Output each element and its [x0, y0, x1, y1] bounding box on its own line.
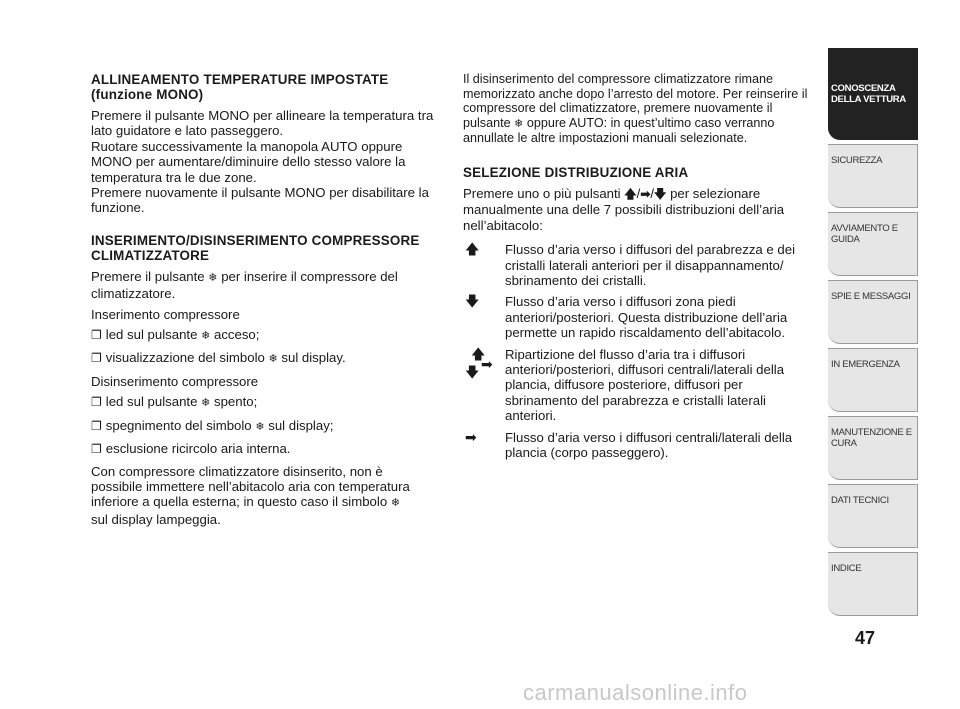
- text: Con compressore climatizzatore disinserito, non è possibile immettere nell’abitacolo aria con temperatura inferiore a quella esterna; in questo caso il simbolo: [91, 463, 410, 510]
- text: esclusione ricircolo aria interna.: [105, 441, 291, 457]
- down-arrow-icon: 🡇: [654, 186, 667, 201]
- up-arrow-icon: 🡅: [624, 186, 637, 201]
- down-arrow-icon: 🡇: [465, 363, 480, 380]
- text: per selezionare manualmente una delle 7 possibili distribuzioni dell’aria nell’abitacolo:: [463, 185, 785, 233]
- subheading: Inserimento compressore: [91, 306, 240, 322]
- tab-avviamento[interactable]: AVVIAMENTO E GUIDA: [828, 212, 918, 276]
- subheading: Disinserimento compressore: [91, 373, 259, 389]
- snowflake-icon: ❄: [514, 117, 524, 130]
- checkbox-icon: ❐: [91, 418, 102, 433]
- list-item: [463, 242, 815, 288]
- checkbox-icon: ❐: [91, 351, 102, 366]
- tab-spie[interactable]: SPIE E MESSAGGI: [828, 280, 918, 344]
- list-item: [91, 350, 436, 367]
- text: Flusso d’aria verso i diffusori zona piedi anteriori/posteriori. Questa distribuzione dell’aria permette un rapido riscaldamento dell’abitacolo.: [505, 294, 788, 341]
- text: Flusso d’aria verso i diffusori centrali/laterali della plancia (corpo passeggero).: [505, 429, 793, 461]
- heading-compressor: INSERIMENTO/DISINSERIMENTO COMPRESSORE CLIMATIZZATORE: [91, 232, 420, 263]
- paragraph: [463, 72, 815, 146]
- text: spento;: [213, 394, 258, 410]
- page-number: 47: [855, 628, 876, 648]
- text: per inserire il compressore del climatizzatore.: [91, 268, 398, 302]
- tab-dati-tecnici[interactable]: DATI TECNICI: [828, 484, 918, 548]
- text: acceso;: [213, 327, 260, 343]
- text: Premere uno o più pulsanti: [463, 185, 621, 201]
- heading-mono: ALLINEAMENTO TEMPERATURE IMPOSTATE (funzione MONO): [91, 72, 389, 102]
- tab-indice[interactable]: INDICE: [828, 552, 918, 616]
- right-arrow-icon: ➡: [481, 355, 493, 372]
- checkbox-icon: ❐: [91, 328, 102, 343]
- text: Ripartizione del flusso d’aria tra i diffusori anteriori/posteriori, diffusori centrali/laterali della plancia, diffusore posteriore, diffusori per sbrinamento del parabrezza e cristalli laterali anteriori.: [505, 346, 785, 424]
- watermark: carmanualsonline.info: [523, 680, 748, 705]
- right-arrow-icon: ➡: [640, 186, 651, 201]
- text: sul display.: [281, 350, 346, 366]
- text: led sul pulsante: [105, 394, 198, 410]
- paragraph: Premere uno o più pulsanti 🡅/➡/🡇 per selezionare manualmente una delle 7 possibili distribuzioni dell’aria nell’abitacolo:: [463, 185, 785, 233]
- up-arrow-icon: 🡅: [465, 241, 480, 258]
- list-item: [463, 430, 815, 461]
- text: visualizzazione del simbolo: [105, 350, 265, 366]
- text: oppure AUTO: in quest’ultimo caso verranno annullate le altre impostazioni manuali selezionate.: [463, 115, 775, 146]
- list-item: [463, 294, 815, 340]
- text: Premere nuovamente il pulsante MONO per disabilitare la funzione.: [91, 185, 429, 216]
- text: led sul pulsante: [105, 327, 198, 343]
- right-arrow-icon: ➡: [465, 428, 477, 445]
- list-item: [91, 327, 436, 344]
- snowflake-icon: ❄: [201, 397, 211, 410]
- snowflake-icon: ❄: [255, 420, 265, 433]
- chapter-tabs: [828, 48, 918, 620]
- tab-sicurezza[interactable]: SICUREZZA: [828, 144, 918, 208]
- list-item: [91, 418, 436, 435]
- list-item: [91, 441, 436, 457]
- list-item: [463, 347, 815, 424]
- left-column: [91, 72, 436, 532]
- checkbox-icon: ❐: [91, 395, 102, 410]
- down-arrow-icon: 🡇: [465, 293, 480, 310]
- snowflake-icon: ❄: [268, 353, 278, 366]
- checkbox-icon: ❐: [91, 442, 102, 457]
- text: Ruotare successivamente la manopola AUTO oppure MONO per aumentare/diminuire dello stesso valore la temperatura tra le due zone.: [91, 138, 406, 185]
- right-column: [463, 72, 815, 466]
- snowflake-icon: ❄: [201, 330, 211, 343]
- snowflake-icon: ❄: [208, 271, 218, 284]
- text: sul display lampeggia.: [91, 511, 221, 527]
- text: Il disinserimento del compressore climatizzatore rimane memorizzato anche dopo l’arresto del motore. Per reinserire il compressore del climatizzatore, premere nuovamente il pulsante: [463, 72, 808, 130]
- text: Premere il pulsante MONO per allineare la temperatura tra lato guidatore e lato passeggero.: [91, 108, 434, 139]
- tab-manutenzione[interactable]: MANUTENZIONE E CURA: [828, 416, 918, 480]
- up-arrow-icon: 🡅: [471, 345, 486, 362]
- list-item: [91, 394, 436, 411]
- text: Premere il pulsante: [91, 268, 205, 284]
- snowflake-icon: ❄: [390, 497, 401, 510]
- paragraph: [91, 464, 436, 528]
- text: Flusso d’aria verso i diffusori del parabrezza e dei cristalli laterali anteriori per il disappannamento/ sbrinamento dei cristalli.: [505, 242, 796, 288]
- tab-conoscenza[interactable]: CONOSCENZA DELLA VETTURA: [828, 48, 918, 140]
- paragraph: [91, 108, 436, 216]
- paragraph: [91, 269, 436, 302]
- tab-emergenza[interactable]: IN EMERGENZA: [828, 348, 918, 412]
- text: sul display;: [268, 417, 334, 433]
- text: spegnimento del simbolo: [105, 417, 252, 433]
- heading-air-distribution: SELEZIONE DISTRIBUZIONE ARIA: [463, 164, 689, 180]
